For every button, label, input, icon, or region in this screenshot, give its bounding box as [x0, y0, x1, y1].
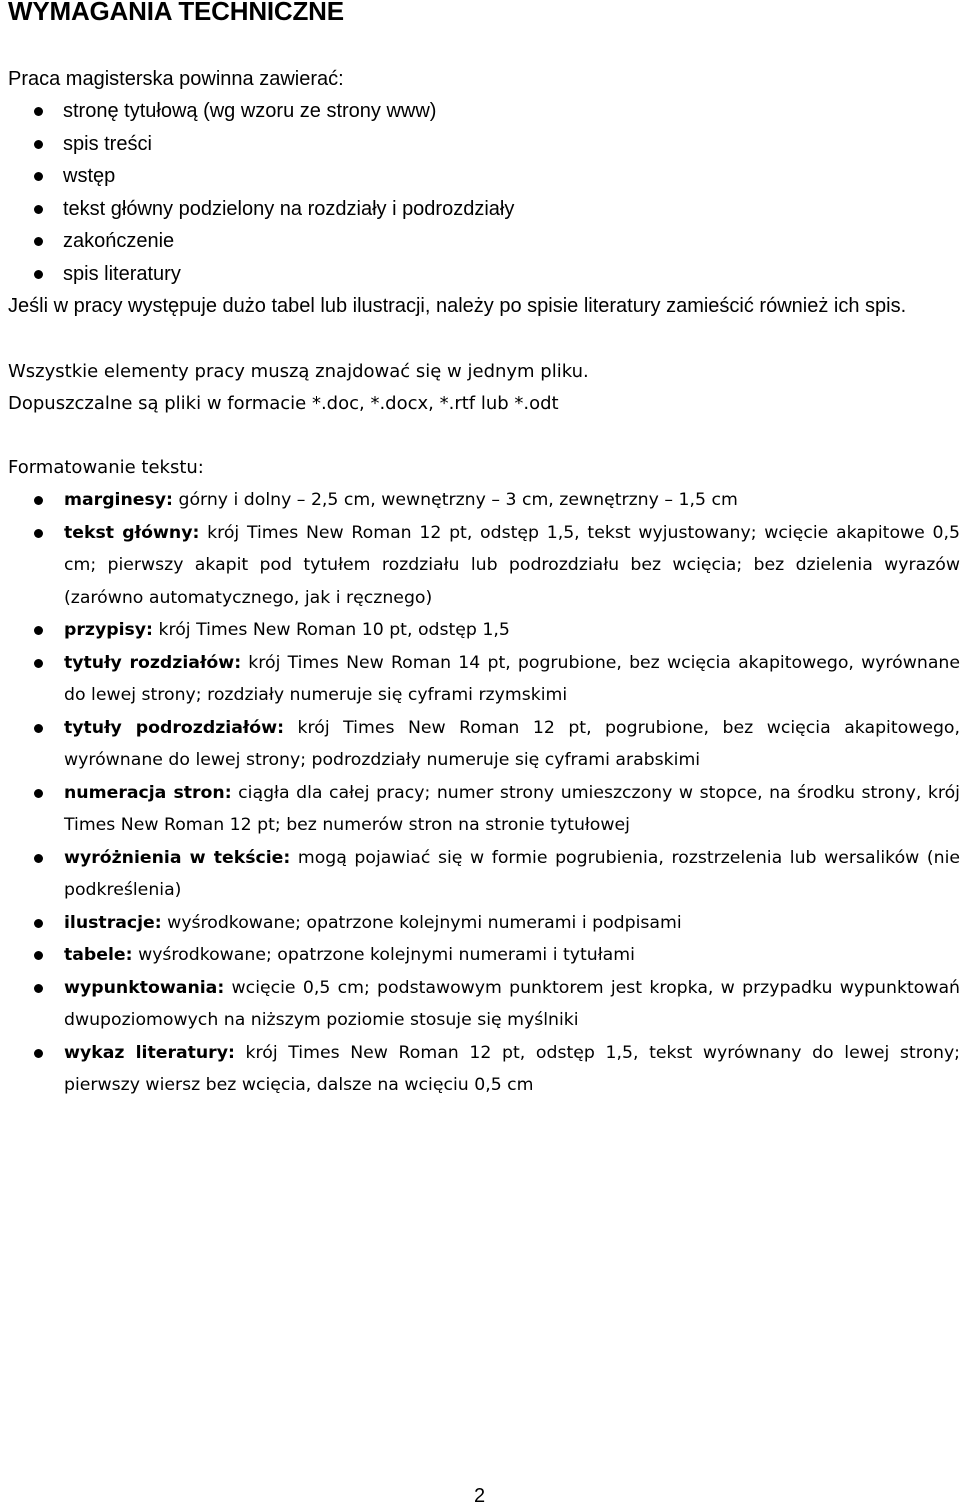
- bullet-icon: [34, 205, 43, 214]
- bullet-icon: [34, 140, 43, 149]
- list-item: spis literatury: [4, 258, 956, 291]
- bullet-icon: [34, 659, 43, 668]
- formatting-item-illustrations: ilustracje: wyśrodkowane; opatrzone kolejnymi numerami i podpisami: [4, 907, 960, 940]
- list-item: wstęp: [4, 160, 956, 193]
- list-item: zakończenie: [4, 225, 956, 258]
- formatting-item-margins: marginesy: górny i dolny – 2,5 cm, wewnętrzny – 3 cm, zewnętrzny – 1,5 cm: [4, 484, 960, 517]
- bullet-icon: [34, 270, 43, 279]
- bullet-icon: [34, 1049, 43, 1058]
- bullet-icon: [34, 984, 43, 993]
- bullet-icon: [34, 626, 43, 635]
- page-number: 2: [474, 1485, 486, 1507]
- bullet-icon: [34, 237, 43, 246]
- list-item: stronę tytułową (wg wzoru ze strony www): [4, 95, 956, 128]
- formatting-item-main-text: tekst główny: krój Times New Roman 12 pt, odstęp 1,5, tekst wyjustowany; wcięcie akapitowe 0,5 cm; pierwszy akapit pod tytułem rozdziału lub podrozdziału bez wcięcia; bez dzielenia wyrazów (zarówno automatycznego, jak i ręcznego): [4, 517, 960, 615]
- bullet-icon: [34, 172, 43, 181]
- bullet-icon: [34, 854, 43, 863]
- page-title: WYMAGANIA TECHNICZNE: [8, 0, 344, 26]
- formatting-item-emphasis: wyróżnienia w tekście: mogą pojawiać się w formie pogrubienia, rozstrzelenia lub wersalików (nie podkreślenia): [4, 842, 960, 907]
- formatting-item-chapter-titles: tytuły rozdziałów: krój Times New Roman 14 pt, pogrubione, bez wcięcia akapitowego, wyrównane do lewej strony; rozdziały numeruje się cyframi rzymskimi: [4, 647, 960, 712]
- list-item: tekst główny podzielony na rozdziały i podrozdziały: [4, 193, 956, 226]
- intro-text: Praca magisterska powinna zawierać:: [8, 68, 344, 90]
- formatting-item-bullets: wypunktowania: wcięcie 0,5 cm; podstawowym punktorem jest kropka, w przypadku wypunktowań dwupoziomowych na niższym poziomie stosuje się myślniki: [4, 972, 960, 1037]
- bullet-icon: [34, 724, 43, 733]
- contents-list: [4, 95, 956, 291]
- bullet-icon: [34, 496, 43, 505]
- file-requirements-line-2: Dopuszczalne są pliki w formacie *.doc, *.docx, *.rtf lub *.odt: [8, 393, 559, 414]
- formatting-item-bibliography: wykaz literatury: krój Times New Roman 12 pt, odstęp 1,5, tekst wyrównany do lewej strony; pierwszy wiersz bez wcięcia, dalsze na wcięciu 0,5 cm: [4, 1037, 960, 1102]
- formatting-item-subchapter-titles: tytuły podrozdziałów: krój Times New Roman 12 pt, pogrubione, bez wcięcia akapitowego, wyrównane do lewej strony; podrozdziały numeruje się cyframi arabskimi: [4, 712, 960, 777]
- bullet-icon: [34, 107, 43, 116]
- bullet-icon: [34, 789, 43, 798]
- tables-note: Jeśli w pracy występuje dużo tabel lub ilustracji, należy po spisie literatury zamieścić również ich spis.: [8, 295, 907, 317]
- bullet-icon: [34, 919, 43, 928]
- formatting-heading: Formatowanie tekstu:: [8, 457, 204, 478]
- bullet-icon: [34, 529, 43, 538]
- formatting-list: [4, 484, 960, 1102]
- file-requirements-line-1: Wszystkie elementy pracy muszą znajdować się w jednym pliku.: [8, 361, 589, 382]
- formatting-item-tables: tabele: wyśrodkowane; opatrzone kolejnymi numerami i tytułami: [4, 939, 960, 972]
- bullet-icon: [34, 951, 43, 960]
- list-item: spis treści: [4, 128, 956, 161]
- formatting-item-footnotes: przypisy: krój Times New Roman 10 pt, odstęp 1,5: [4, 614, 960, 647]
- formatting-item-page-numbering: numeracja stron: ciągła dla całej pracy; numer strony umieszczony w stopce, na środku strony, krój Times New Roman 12 pt; bez numerów stron na stronie tytułowej: [4, 777, 960, 842]
- file-requirements: [8, 356, 589, 420]
